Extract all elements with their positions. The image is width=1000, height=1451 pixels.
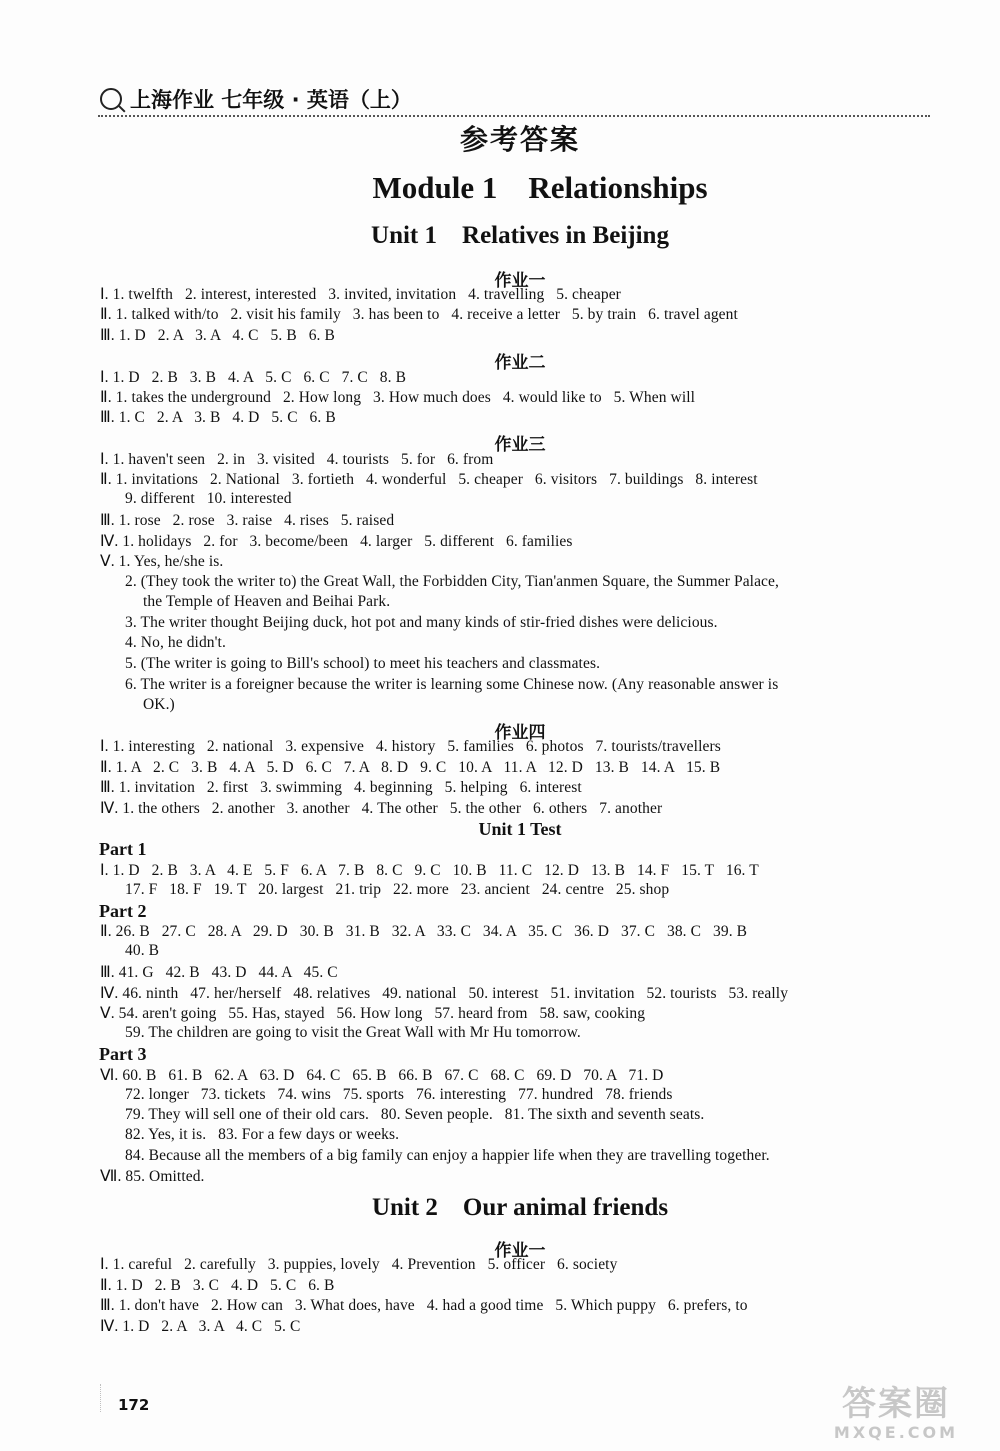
answer-line: Ⅱ. 1. D 2. B 3. C 4. D 5. C 6. B <box>100 1277 335 1294</box>
answer-line: Ⅲ. 1. rose 2. rose 3. raise 4. rises 5. raised <box>100 512 395 529</box>
answer-line: Ⅱ. 1. talked with/to 2. visit his family 3. has been to 4. receive a letter 5. by train 6. travel agent <box>100 306 738 323</box>
answer-line: Ⅲ. 1. invitation 2. first 3. swimming 4. beginning 5. helping 6. interest <box>100 779 582 796</box>
watermark-logo <box>802 1385 990 1445</box>
answer-line: 59. The children are going to visit the Great Wall with Mr Hu tomorrow. <box>125 1024 581 1041</box>
answer-line: Ⅴ. 1. Yes, he/she is. <box>100 553 224 570</box>
page-number: 172 <box>118 1396 150 1414</box>
answer-line: Ⅱ. 1. A 2. C 3. B 4. A 5. D 6. C 7. A 8. D 9. C 10. A 11. A 12. D 13. B 14. A 15. B <box>100 759 721 776</box>
answer-line: the Temple of Heaven and Beihai Park. <box>143 593 391 610</box>
answer-line: Ⅲ. 1. D 2. A 3. A 4. C 5. B 6. B <box>100 327 335 344</box>
answer-line: 2. (They took the writer to) the Great Wall, the Forbidden City, Tian'anmen Square, the Summer Palace, <box>125 573 779 590</box>
unit-2-homework-1-heading: 作业一 <box>494 1241 546 1261</box>
magnifier-logo-icon <box>100 88 122 110</box>
answer-line: Ⅰ. 1. D 2. B 3. B 4. A 5. C 6. C 7. C 8. B <box>100 369 407 386</box>
answer-line: Ⅲ. 41. G 42. B 43. D 44. A 45. C <box>100 964 338 981</box>
answer-line: Ⅴ. 54. aren't going 55. Has, stayed 56. How long 57. heard from 58. saw, cooking <box>100 1005 646 1022</box>
part-2-heading: Part 2 <box>99 901 147 921</box>
module-title: Module 1 Relationships <box>372 170 708 205</box>
answer-line: Ⅱ. 26. B 27. C 28. A 29. D 30. B 31. B 32. A 33. C 34. A 35. C 36. D 37. C 38. C 39. B <box>100 923 748 940</box>
answer-line: Ⅵ. 60. B 61. B 62. A 63. D 64. C 65. B 66. B 67. C 68. C 69. D 70. A 71. D <box>100 1067 664 1084</box>
corner-decoration <box>100 1384 119 1412</box>
header-title: 上海作业 七年级 · 英语（上） <box>130 88 412 112</box>
answer-line: Ⅳ. 1. the others 2. another 3. another 4. The other 5. the other 6. others 7. another <box>100 800 663 817</box>
homework-2-heading: 作业二 <box>494 353 546 373</box>
answer-line: 84. Because all the members of a big family can enjoy a happier life when they are travelling together. <box>125 1147 770 1164</box>
homework-1-heading: 作业一 <box>494 271 546 291</box>
page-title: 参考答案 <box>459 123 580 156</box>
answer-line: Ⅰ. 1. twelfth 2. interest, interested 3. invited, invitation 4. travelling 5. cheaper <box>100 286 621 303</box>
answer-line: 72. longer 73. tickets 74. wins 75. sports 76. interesting 77. hundred 78. friends <box>125 1086 673 1103</box>
part-1-heading: Part 1 <box>99 839 147 859</box>
answer-line: Ⅳ. 1. holidays 2. for 3. become/been 4. larger 5. different 6. families <box>100 533 573 550</box>
homework-4-heading: 作业四 <box>494 723 546 743</box>
answer-line: Ⅲ. 1. don't have 2. How can 3. What does, have 4. had a good time 5. Which puppy 6. prefers, to <box>100 1297 748 1314</box>
answer-line: Ⅰ. 1. careful 2. carefully 3. puppies, lovely 4. Prevention 5. officer 6. society <box>100 1256 618 1273</box>
answer-line: Ⅳ. 46. ninth 47. her/herself 48. relatives 49. national 50. interest 51. invitation 52. tourists 53. really <box>100 985 789 1002</box>
answer-line: 3. The writer thought Beijing duck, hot pot and many kinds of stir-fried dishes were delicious. <box>125 614 718 631</box>
unit-1-title: Unit 1 Relatives in Beijing <box>371 222 669 249</box>
page-header <box>100 84 412 114</box>
homework-3-heading: 作业三 <box>494 435 546 455</box>
answer-line: 79. They will sell one of their old cars. 80. Seven people. 81. The sixth and seventh seats. <box>125 1106 705 1123</box>
answer-line: 5. (The writer is going to Bill's school) to meet his teachers and classmates. <box>125 655 601 672</box>
answer-line: 4. No, he didn't. <box>125 634 226 651</box>
header-divider <box>98 115 930 117</box>
answer-line: Ⅱ. 1. invitations 2. National 3. fortieth 4. wonderful 5. cheaper 6. visitors 7. buildings 8. interest <box>100 471 758 488</box>
answer-line: 9. different 10. interested <box>125 490 292 507</box>
watermark-text: 答案圈 <box>842 1384 950 1424</box>
answer-line: Ⅳ. 1. D 2. A 3. A 4. C 5. C <box>100 1318 301 1335</box>
watermark-url: MXQE.COM <box>833 1423 959 1442</box>
answer-line: Ⅲ. 1. C 2. A 3. B 4. D 5. C 6. B <box>100 409 336 426</box>
answer-line: Ⅶ. 85. Omitted. <box>100 1168 205 1185</box>
answer-line: 6. The writer is a foreigner because the writer is learning some Chinese now. (Any reasonable answer is <box>125 676 779 693</box>
answer-line: Ⅱ. 1. takes the underground 2. How long 3. How much does 4. would like to 5. When will <box>100 389 696 406</box>
unit-1-test-heading: Unit 1 Test <box>478 819 562 839</box>
answer-line: 17. F 18. F 19. T 20. largest 21. trip 22. more 23. ancient 24. centre 25. shop <box>125 881 670 898</box>
answer-line: Ⅰ. 1. interesting 2. national 3. expensive 4. history 5. families 6. photos 7. tourists/travellers <box>100 738 721 755</box>
answer-line: Ⅰ. 1. D 2. B 3. A 4. E 5. F 6. A 7. B 8. C 9. C 10. B 11. C 12. D 13. B 14. F 15. T 16. T <box>100 862 759 879</box>
part-3-heading: Part 3 <box>99 1044 147 1064</box>
answer-line: 82. Yes, it is. 83. For a few days or weeks. <box>125 1126 400 1143</box>
answer-line: 40. B <box>125 942 160 959</box>
unit-2-title: Unit 2 Our animal friends <box>371 1194 669 1221</box>
answer-line: Ⅰ. 1. haven't seen 2. in 3. visited 4. tourists 5. for 6. from <box>100 451 494 468</box>
answer-line: OK.) <box>143 696 175 713</box>
